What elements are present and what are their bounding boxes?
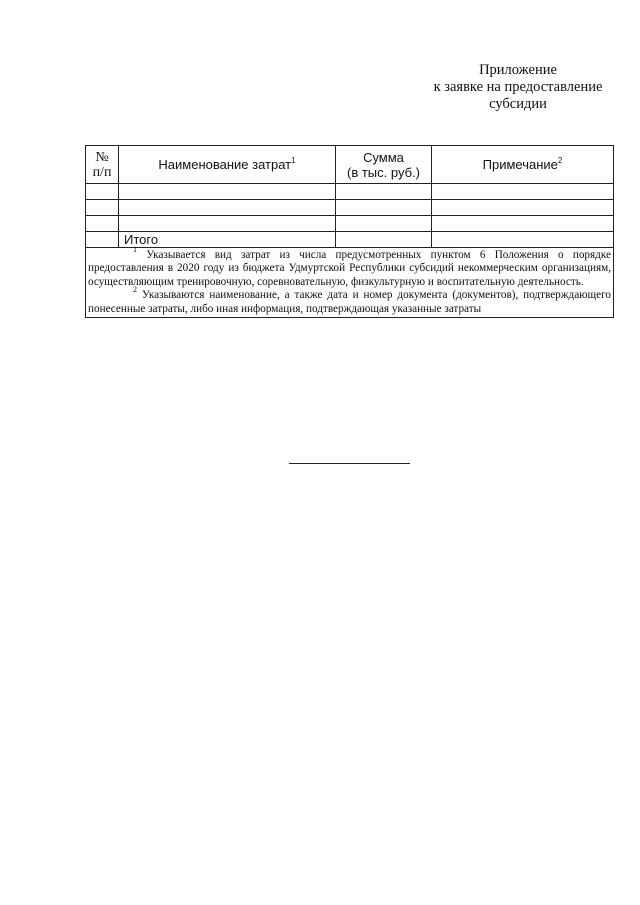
footnotes-cell	[86, 245, 614, 318]
table-cell	[336, 184, 432, 200]
appendix-subtitle-1: к заявке на предоставление	[433, 79, 603, 95]
closing-line	[289, 463, 410, 464]
footnote-1-marker: 1	[133, 245, 137, 254]
table-cell	[432, 184, 614, 200]
table-cell	[86, 184, 119, 200]
table-header-row	[86, 146, 614, 184]
header-amount-unit: (в тыс. руб.)	[347, 164, 420, 180]
footnote-2-text: Указываются наименование, а также дата и номер документа (документов), подтверждающего понесенные затраты, либо иная информация, подтверждающая указанные затраты	[88, 289, 611, 315]
table-row	[86, 216, 614, 232]
appendix-heading	[400, 62, 636, 113]
table-cell	[336, 216, 432, 232]
table-cell	[432, 200, 614, 216]
total-note-cell	[432, 232, 614, 248]
header-amount	[336, 146, 432, 184]
header-number-label: п/п	[92, 164, 112, 180]
footnotes-row	[86, 248, 614, 318]
table-cell	[119, 216, 336, 232]
footnote-2-marker: 2	[133, 285, 137, 295]
table-row	[86, 200, 614, 216]
footnote-1	[88, 245, 611, 289]
table-cell	[119, 200, 336, 216]
header-cost-name-text: Наименование затрат	[158, 157, 292, 172]
footnote-ref-1: 1	[291, 156, 296, 165]
header-note-text: Примечание	[482, 157, 558, 172]
table-cell	[86, 200, 119, 216]
table-cell	[336, 200, 432, 216]
footnote-1-text: Указывается вид затрат из числа предусмотренных пунктом 6 Положения о порядке предоставления в 2020 году из бюджета Удмуртской Республики субсидий некоммерческим организациям, осуществляющим тренировочную, соревновательную, физкультурную и воспитательную деятельность.	[88, 249, 611, 288]
header-number-symbol: №	[95, 149, 109, 165]
footnote-ref-2: 2	[557, 156, 563, 165]
table-cell	[86, 216, 119, 232]
header-amount-label: Сумма	[363, 149, 404, 165]
table-row	[86, 184, 614, 200]
table-cell	[432, 216, 614, 232]
table-cell	[119, 184, 336, 200]
appendix-title: Приложение	[479, 62, 557, 78]
footnote-2	[88, 285, 611, 316]
header-cost-name	[119, 146, 336, 184]
total-row	[86, 232, 614, 248]
total-label: Итого	[119, 232, 336, 248]
total-amount-cell	[336, 232, 432, 248]
header-number	[86, 146, 119, 184]
appendix-subtitle-2: субсидии	[489, 96, 547, 112]
header-note	[432, 146, 614, 184]
table-cell	[86, 232, 119, 248]
costs-table	[85, 145, 614, 318]
